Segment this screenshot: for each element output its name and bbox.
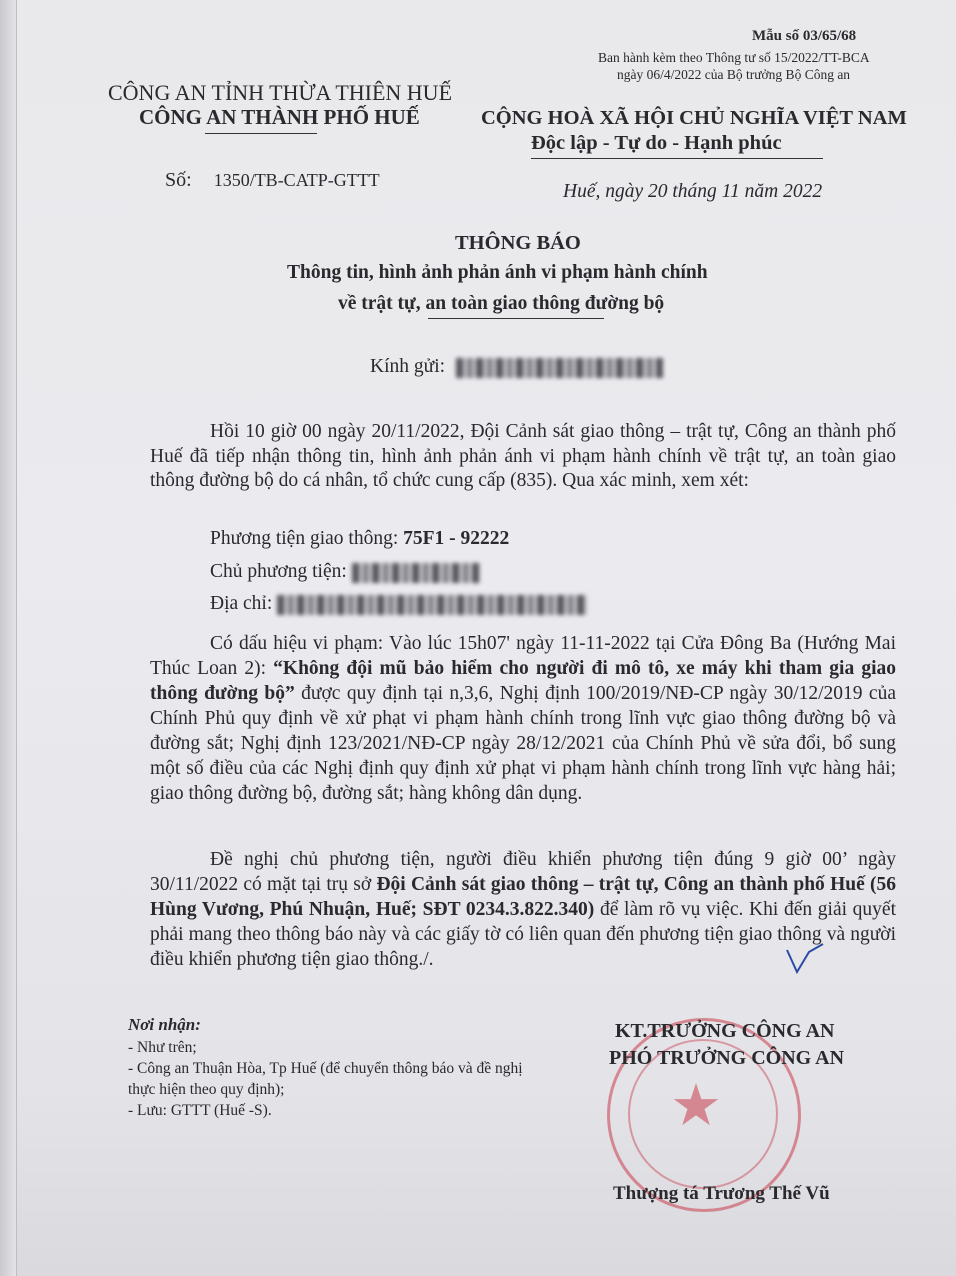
page-edge: [0, 0, 17, 1276]
vehicle-plate: 75F1 - 92222: [403, 528, 510, 549]
subtitle-underline: [428, 318, 604, 319]
address-label: Địa chỉ:: [210, 593, 273, 614]
issued-date-line: ngày 06/4/2022 của Bộ trưởng Bộ Công an: [617, 67, 851, 82]
request-text-a: Đề nghị chủ phương tiện, người điều khiển phương tiện đúng 9 giờ 00’ ngày 30/11/2022 có mặt tại trụ sở: [150, 849, 896, 895]
recipient-item: - Lưu: GTTT (Huế -S).: [128, 1102, 272, 1119]
recipients-label: Nơi nhận:: [128, 1015, 201, 1034]
signer-name: Thượng tá Trương Thế Vũ: [613, 1183, 830, 1204]
agency-name: CÔNG AN THÀNH PHỐ HUẾ: [139, 105, 420, 129]
violation-description: “Không đội mũ bảo hiểm cho người đi mô tô, xe máy khi tham gia giao thông đường bộ”: [150, 658, 896, 704]
redacted-owner: [352, 563, 480, 583]
vehicle-field: [210, 528, 509, 550]
redacted-address: [277, 595, 587, 615]
owner-label: Chủ phương tiện:: [210, 561, 347, 582]
request-text-b: để làm rõ vụ việc. Khi đến giải quyết phải mang theo thông báo này và các giấy tờ có liên quan đến phương tiện giao thông và người điều khiển phương tiện giao thông./.: [150, 899, 897, 970]
signer-title-1: KT.TRƯỞNG CÔNG AN: [615, 1020, 835, 1042]
form-number: Mẫu số 03/65/68: [752, 28, 857, 44]
redacted-addressee: [456, 358, 663, 378]
agency-parent: CÔNG AN TỈNH THỪA THIÊN HUẾ: [108, 80, 453, 105]
doc-subtitle-1: Thông tin, hình ảnh phản ánh vi phạm hành chính: [287, 262, 708, 283]
request-office: Đội Cảnh sát giao thông – trật tự, Công an thành phố Huế (56 Hùng Vương, Phú Nhuận, Huế; SĐT 0234.3.822.340): [150, 874, 897, 920]
addressee-label: Kính gửi:: [370, 356, 446, 377]
star-icon: ★: [670, 1071, 722, 1139]
doc-number: [165, 169, 380, 192]
motto-underline: [531, 158, 823, 159]
recipient-item: - Như trên;: [128, 1039, 197, 1056]
doc-subtitle-2: về trật tự, an toàn giao thông đường bộ: [338, 293, 665, 314]
recipients-block: [128, 1014, 528, 1121]
place-date: Huế, ngày 20 tháng 11 năm 2022: [563, 181, 823, 202]
paragraph-intro-text: Hồi 10 giờ 00 ngày 20/11/2022, Đội Cảnh sát giao thông – trật tự, Công an thành phố Huế đã tiếp nhận thông tin, hình ảnh phản ánh vi phạm hành chính về trật tự, an toàn giao thông đường bộ do cá nhân, tổ chức cung cấp (835). Qua xác minh, xem xét:: [150, 421, 896, 491]
signature-check-mark: [785, 942, 825, 976]
signer-title-2: PHÓ TRƯỞNG CÔNG AN: [609, 1047, 845, 1069]
violation-text-b: được quy định tại n,3,6, Nghị định 100/2019/NĐ-CP ngày 30/12/2019 của Chính Phủ quy định về xử phạt vi phạm hành chính trong lĩnh vực giao thông đường bộ và đường sắt; Nghị định 123/2021/NĐ-CP ngày 28/12/2021 của Chính Phủ về sửa đổi, bổ sung một số điều của các Nghị định quy định xử phạt vi phạm hành chính trong lĩnh vực hàng hải; giao thông đường bộ, đường sắt; hàng không dân dụng.: [150, 683, 896, 804]
agency-underline: [205, 133, 317, 134]
owner-field: [210, 561, 480, 583]
country-name: CỘNG HOÀ XÃ HỘI CHỦ NGHĨA VIỆT NAM: [481, 107, 907, 129]
addressee: [370, 356, 663, 378]
doc-number-label: Số:: [165, 169, 192, 191]
doc-number-value: 1350/TB-CATP-GTTT: [213, 170, 380, 190]
issued-with-line: Ban hành kèm theo Thông tư số 15/2022/TT-BCA: [598, 50, 870, 65]
recipient-item: - Công an Thuận Hòa, Tp Huế (để chuyển thông báo và đề nghị thực hiện theo quy định);: [128, 1060, 523, 1098]
paragraph-violation: [150, 631, 896, 806]
paragraph-intro: [150, 420, 896, 494]
doc-title: THÔNG BÁO: [455, 232, 581, 254]
address-field: [210, 593, 587, 615]
violation-text-a: Có dấu hiệu vi phạm: Vào lúc 15h07' ngày 11-11-2022 tại Cửa Đông Ba (Hướng Mai Thúc Loan 2):: [150, 633, 896, 679]
motto: Độc lập - Tự do - Hạnh phúc: [531, 132, 782, 154]
vehicle-label: Phương tiện giao thông:: [210, 528, 399, 549]
